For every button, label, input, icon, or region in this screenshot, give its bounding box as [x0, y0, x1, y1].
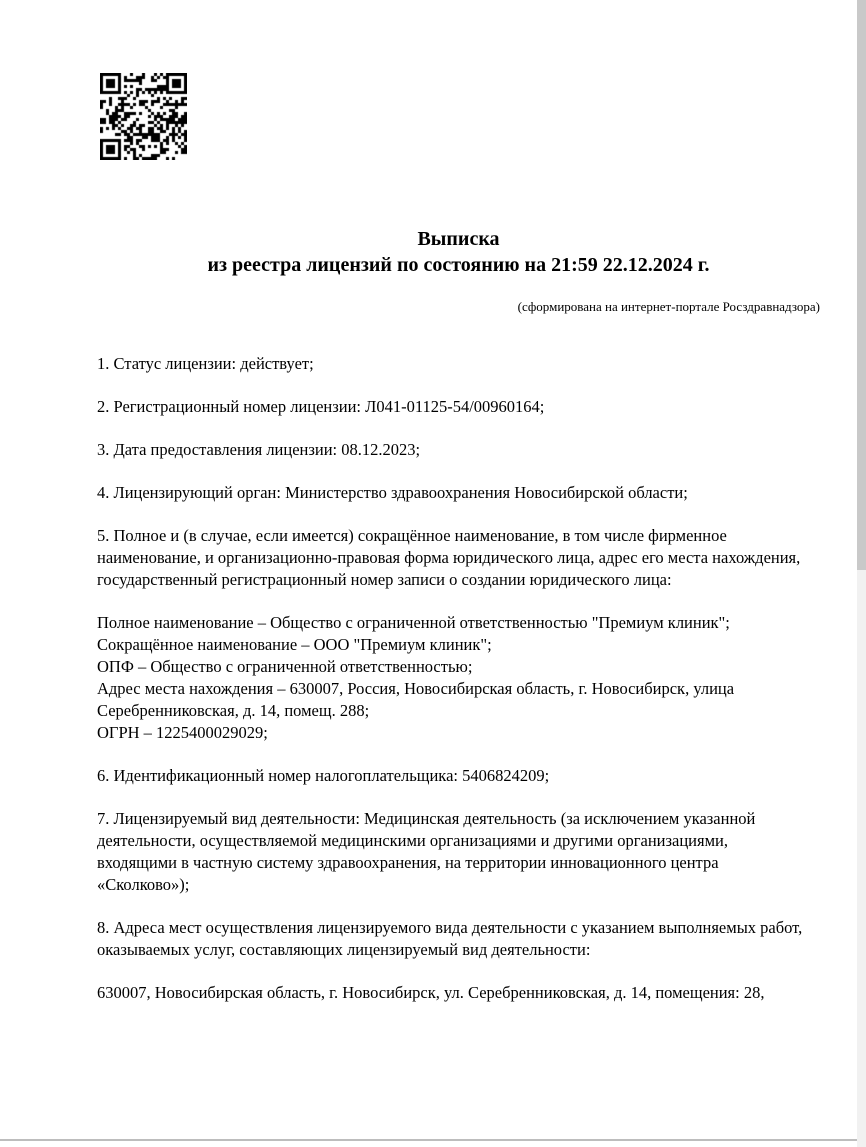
paragraph: 3. Дата предоставления лицензии: 08.12.2023; [97, 440, 421, 459]
page-title-line2: из реестра лицензий по состоянию на 21:59 22.12.2024 г. [207, 254, 710, 276]
qr-code-icon [100, 73, 187, 160]
scrollbar-thumb[interactable] [857, 0, 866, 570]
page-title [97, 226, 820, 278]
paragraph: 6. Идентификационный номер налогоплательщика: 5406824209; [97, 766, 550, 785]
vertical-scrollbar[interactable] [857, 0, 866, 1147]
formation-note: (сформирована на интернет-портале Росздравнадзора) [517, 299, 820, 314]
paragraph-line: Полное наименование – Общество с ограниченной ответственностью "Премиум клиник"; [97, 613, 730, 632]
page-title-line1: Выписка [417, 228, 500, 250]
document-page [97, 226, 820, 1025]
paragraph [97, 612, 809, 744]
paragraph: 1. Статус лицензии: действует; [97, 354, 314, 373]
paragraph-line: Сокращённое наименование – ООО "Премиум клиник"; [97, 635, 492, 654]
page-bottom-edge [0, 1139, 857, 1141]
document-body [97, 353, 809, 1004]
paragraph: 4. Лицензирующий орган: Министерство здравоохранения Новосибирской области; [97, 483, 688, 502]
paragraph: 2. Регистрационный номер лицензии: Л041-01125-54/00960164; [97, 397, 545, 416]
paragraph: 8. Адреса мест осуществления лицензируемого вида деятельности с указанием выполняемых работ, оказываемых услуг, составляющих лицензируемый вид деятельности: [97, 918, 803, 959]
paragraph-line: ОГРН – 1225400029029; [97, 723, 268, 742]
paragraph: 7. Лицензируемый вид деятельности: Медицинская деятельность (за исключением указанной деятельности, осуществляемой медицинскими организациями и другими организациями, входящими в частную систему здравоохранения, на территории инновационного центра «Сколково»); [97, 809, 756, 894]
paragraph-line: Адрес места нахождения – 630007, Россия, Новосибирская область, г. Новосибирск, улица Серебренниковская, д. 14, помещ. 288; [97, 679, 735, 720]
paragraph: 5. Полное и (в случае, если имеется) сокращённое наименование, в том числе фирменное наименование, и организационно-правовая форма юридического лица, адрес его места нахождения, государственный регистрационный номер записи о создании юридического лица: [97, 526, 801, 589]
paragraph-line: ОПФ – Общество с ограниченной ответственностью; [97, 657, 473, 676]
paragraph: 630007, Новосибирская область, г. Новосибирск, ул. Серебренниковская, д. 14, помещения: 28, [97, 983, 765, 1002]
